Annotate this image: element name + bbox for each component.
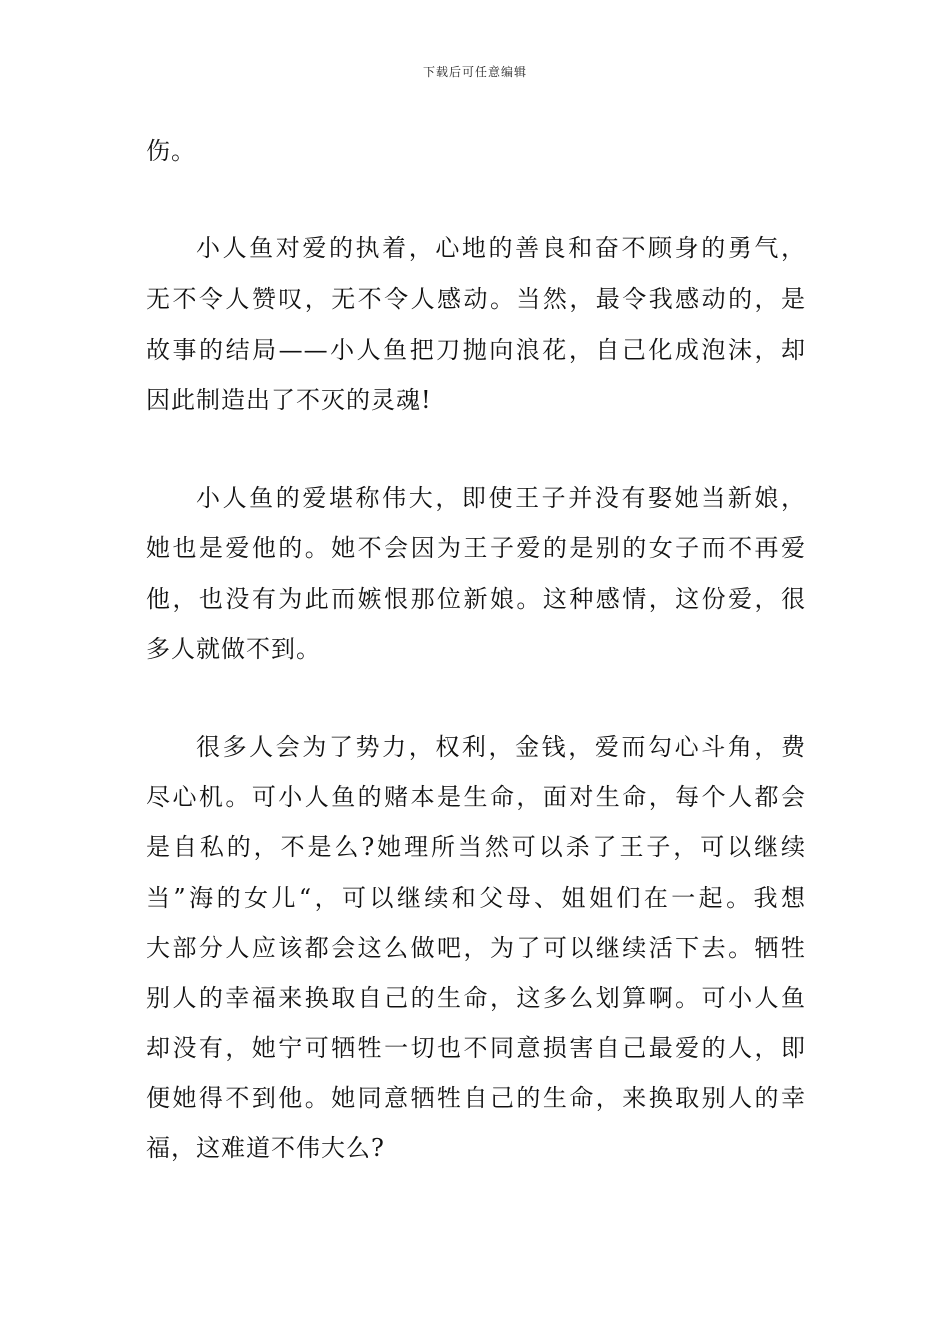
paragraph-line: 很多人会为了势力，权利，金钱，爱而勾心斗角，费: [196, 733, 806, 761]
paragraph-line: 小人鱼对爱的执着，心地的善良和奋不顾身的勇气，: [196, 234, 806, 262]
paragraph-line: 无不令人赞叹，无不令人感动。当然，最令我感动的，是: [146, 285, 806, 313]
paragraph-line: 她也是爱他的。她不会因为王子爱的是别的女子而不再爱: [146, 534, 806, 562]
paragraph-line: 别人的幸福来换取自己的生命，这多么划算啊。可小人鱼: [146, 984, 806, 1012]
paragraph-line: 尽心机。可小人鱼的赌本是生命，面对生命，每个人都会: [146, 783, 806, 811]
paragraph-line: 故事的结局——小人鱼把刀抛向浪花，自己化成泡沫，却: [146, 336, 806, 364]
paragraph-line: 便她得不到他。她同意牺牲自己的生命，来换取别人的幸: [146, 1084, 806, 1112]
paragraph-line: 福，这难道不伟大么?: [146, 1134, 385, 1162]
paragraph-line: 小人鱼的爱堪称伟大，即使王子并没有娶她当新娘，: [196, 484, 806, 512]
paragraph-line: 当”海的女儿“，可以继续和父母、姐姐们在一起。我想: [146, 884, 806, 912]
paragraph-line: 却没有，她宁可牺牲一切也不同意损害自己最爱的人，即: [146, 1034, 806, 1062]
paragraph-line: 他，也没有为此而嫉恨那位新娘。这种感情，这份爱，很: [146, 585, 806, 613]
paragraph-line: 伤。: [146, 137, 196, 165]
paragraph-line: 是自私的，不是么?她理所当然可以杀了王子，可以继续: [146, 833, 806, 861]
page-header: 下载后可任意编辑: [422, 65, 527, 79]
paragraph-line: 大部分人应该都会这么做吧，为了可以继续活下去。牺牲: [146, 934, 806, 962]
paragraph-line: 多人就做不到。: [146, 635, 321, 663]
paragraph-line: 因此制造出了不灭的灵魂!: [146, 386, 432, 414]
